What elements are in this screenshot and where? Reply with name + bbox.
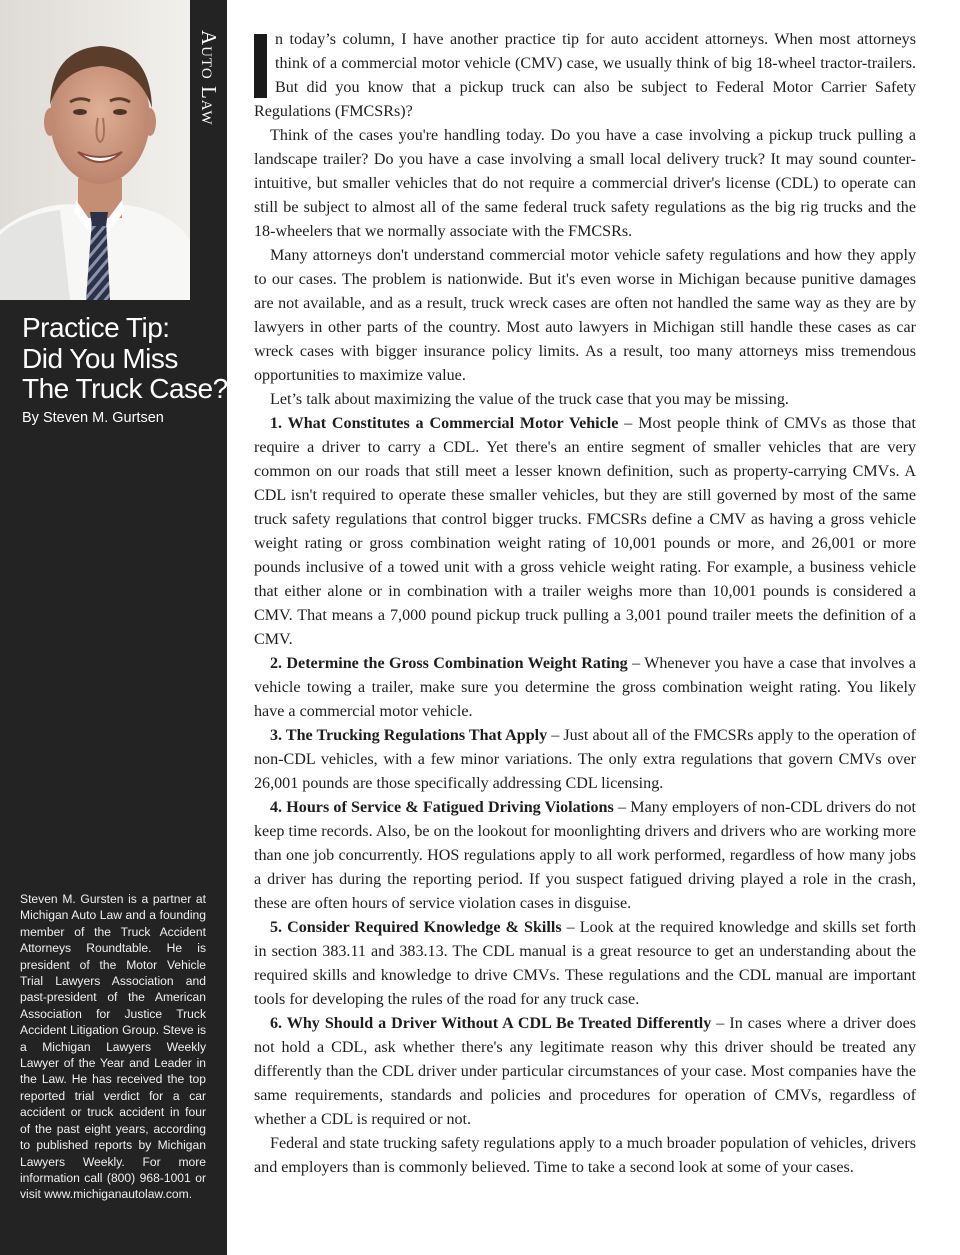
author-bio: Steven M. Gursten is a partner at Michigan Auto Law and a founding member of the Truck Accident Attorneys Roundtable. He is president of the Motor Vehicle Trial Lawyers Association and past-president of the American Association for Justice Truck Accident Litigation Group. Steve is a Michigan Lawyers Weekly Lawyer of the Year and Leader in the Law. He has received the top reported trial verdict for a car accident or truck accident in four of the past eight years, according to published reports by Michigan Lawyers Weekly. For more information call (800) 968-1001 or visit www.michiganautolaw.com. <box>20 892 206 1202</box>
section-label <box>192 30 226 150</box>
headline-line: The Truck Case? <box>22 373 228 404</box>
tip-paragraph <box>254 1012 916 1132</box>
article-headline <box>22 312 228 405</box>
tip-text: – In cases where a driver does not hold a CDL, ask whether there's any legitimate reason why this driver should be treated any differently than the CDL driver under particular circumstances of your case. Most companies have the same requirements, standards and policies and procedures for operation of CMVs, regardless of whether a CDL is required or not. <box>254 1015 916 1128</box>
section-label-text: Auto Law <box>197 30 221 126</box>
sidebar <box>0 0 227 1255</box>
tip-heading: 2. Determine the Gross Combination Weight Rating <box>270 655 628 672</box>
drop-cap <box>254 34 267 98</box>
tip-paragraph <box>254 724 916 796</box>
tip-paragraph <box>254 796 916 916</box>
tip-paragraph <box>254 412 916 652</box>
tip-heading: 1. What Constitutes a Commercial Motor Vehicle <box>270 415 619 432</box>
tip-heading: 5. Consider Required Knowledge & Skills <box>270 919 562 936</box>
tip-heading: 6. Why Should a Driver Without A CDL Be Treated Differently <box>270 1015 712 1032</box>
article-intro <box>254 28 916 124</box>
byline: By Steven M. Gurtsen <box>22 410 164 426</box>
article-body <box>254 28 916 1180</box>
headline-line: Practice Tip: <box>22 312 170 343</box>
article-paragraph: Let’s talk about maximizing the value of the truck case that you may be missing. <box>270 391 789 408</box>
tip-text: – Whenever you have a case that involves a vehicle towing a trailer, make sure you determine the gross combination weight rating. You likely have a commercial motor vehicle. <box>254 655 916 720</box>
tip-text: – Just about all of the FMCSRs apply to the operation of non-CDL vehicles, with a few minor variations. The only extra regulations that govern CMVs over 26,001 pounds are those specifically addressing CDL licensing. <box>254 727 916 792</box>
intro-text: n today’s column, I have another practice tip for auto accident attorneys. When most attorneys think of a commercial motor vehicle (CMV) case, we usually think of big 18-wheel tractor-trailers. But did you know that a pickup truck can also be subject to Federal Motor Carrier Safety Regulations (FMCSRs)? <box>254 31 916 120</box>
article-paragraph: Many attorneys don't understand commercial motor vehicle safety regulations and how they apply to our cases. The problem is nationwide. But it's even worse in Michigan because punitive damages are not available, and as a result, truck wreck cases are often not handled the same way as they are by lawyers in other parts of the country. Most auto lawyers in Michigan still handle these cases as car wreck cases with bigger insurance policy limits. As a result, too many attorneys miss tremendous opportunities to maximize value. <box>254 247 916 384</box>
author-photo <box>0 0 190 300</box>
tip-paragraph <box>254 652 916 724</box>
tip-heading: 3. The Trucking Regulations That Apply <box>270 727 548 744</box>
article-closing: Federal and state trucking safety regulations apply to a much broader population of vehicles, drivers and employers than is commonly believed. Time to take a second look at some of your cases. <box>254 1135 916 1176</box>
tip-text: – Most people think of CMVs as those that require a driver to carry a CDL. Yet there's an entire segment of smaller vehicles that are very common on our roads that still meet a lesser known definition, such as property-carrying CMVs. A CDL isn't required to operate these smaller vehicles, but they are still governed by most of the same truck safety regulations that control bigger trucks. FMCSRs define a CMV as having a gross vehicle weight rating or gross combination weight rating of 10,001 pounds or more, and 26,001 or more pounds inclusive of a towed unit with a gross vehicle weight rating. For example, a business vehicle that either alone or in combination with a trailer weighs more than 10,001 pounds is considered a CMV. That means a 7,000 pound pickup truck pulling a 3,001 pound trailer meets the definition of a CMV. <box>254 415 916 648</box>
tip-paragraph <box>254 916 916 1012</box>
headline-line: Did You Miss <box>22 342 178 374</box>
tip-heading: 4. Hours of Service & Fatigued Driving Violations <box>270 799 614 816</box>
tip-text: – Look at the required knowledge and skills set forth in section 383.11 and 383.13. The CDL manual is a great resource to get an understanding about the required skills and knowledge to drive CMVs. These regulations and the CDL manual are important tools for developing the rules of the road for any truck case. <box>254 919 916 1008</box>
article-paragraph: Think of the cases you're handling today. Do you have a case involving a pickup truck pulling a landscape trailer? Do you have a case involving a small local delivery truck? It may sound counter-intuitive, but smaller vehicles that do not require a commercial driver's license (CDL) to operate can still be subject to almost all of the same federal truck safety regulations as the big rig trucks and the 18-wheelers that we normally associate with the FMCSRs. <box>254 127 916 240</box>
tip-text: – Many employers of non-CDL drivers do not keep time records. Also, be on the lookout for moonlighting drivers and drivers who are working more than one job concurrently. HOS regulations apply to all work performed, regardless of how many jobs a driver has during the reporting period. If you suspect fatigued driving played a role in the crash, these are often hours of service violation cases in disguise. <box>254 799 916 912</box>
